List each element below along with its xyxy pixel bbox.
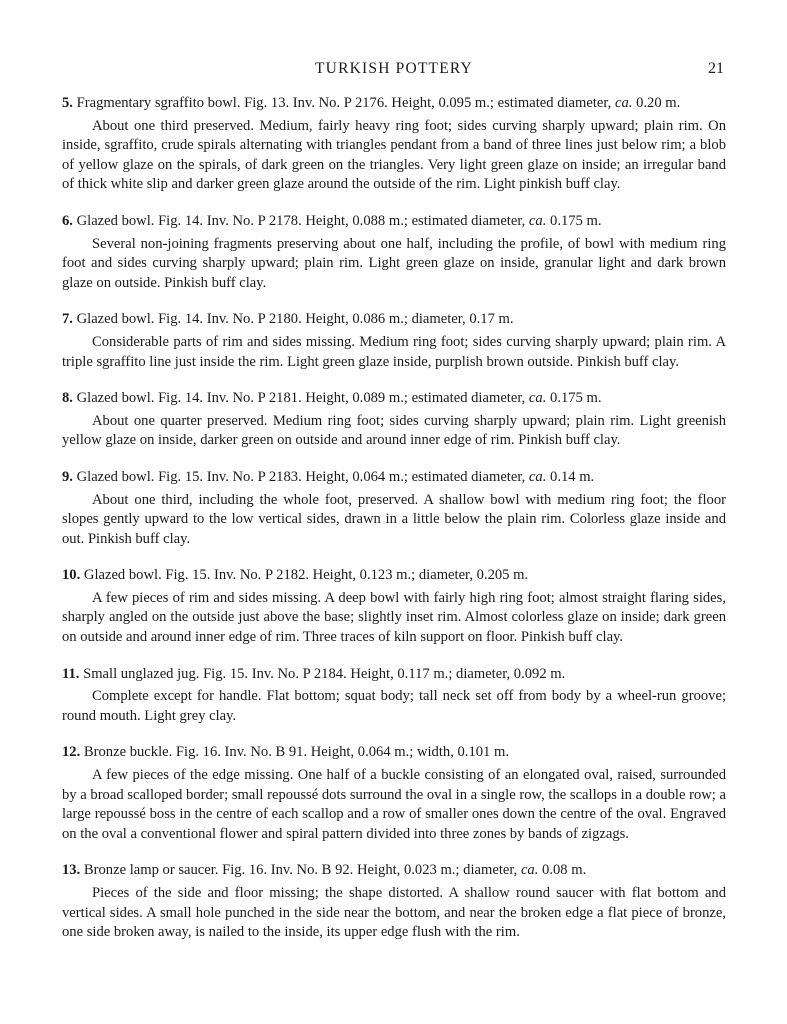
catalogue-entry-10	[62, 566, 726, 647]
entry-heading-ca: ca.	[528, 468, 547, 485]
entry-description: Considerable parts of rim and sides missing. Medium ring foot; sides curving sharply upward; plain rim. A triple sgraffito line just inside the rim. Light green glaze inside, purplish brown outside. Pinkish buff clay.	[62, 333, 726, 370]
entry-heading-text: Glazed bowl. Fig. 14. Inv. No. P 2180. Height, 0.086 m.; diameter, 0.17 m.	[76, 311, 514, 328]
catalogue-entry-12	[62, 743, 726, 844]
catalogue-entry-11	[62, 665, 726, 727]
entry-heading-end: 0.14 m.	[550, 468, 595, 485]
entry-heading	[62, 389, 726, 409]
page-number: 21	[708, 60, 724, 77]
catalogue-entry-5	[62, 94, 726, 195]
entry-number: 13.	[62, 862, 81, 879]
entry-description: Pieces of the side and floor missing; the shape distorted. A shallow round saucer with flat bottom and vertical sides. A small hole punched in the side near the bottom, and near the broken edge a flat piece of bronze, one side broken away, is nailed to the inside, its upper edge flush with the rim.	[62, 885, 726, 941]
entry-description: A few pieces of the edge missing. One half of a buckle consisting of an elongated oval, raised, surrounded by a broad scalloped border; small repoussé dots surround the oval in a single row, the scallops in a double row; a large repoussé boss in the centre of each scallop and a row of smaller ones down the centre of the oval. Engraved on the oval a conventional flower and spiral pattern divided into three zones by bands of zigzags.	[62, 767, 726, 842]
catalogue-entry-13	[62, 861, 726, 942]
catalogue-entry-6	[62, 212, 726, 293]
entry-number: 11.	[62, 665, 80, 682]
entry-heading-end: 0.175 m.	[550, 390, 602, 407]
entry-heading-text: Glazed bowl. Fig. 15. Inv. No. P 2182. Height, 0.123 m.; diameter, 0.205 m.	[83, 567, 529, 584]
entry-heading-ca: ca.	[614, 95, 633, 111]
entry-heading-end: 0.20 m.	[636, 95, 681, 111]
catalogue-list	[62, 94, 726, 960]
entry-heading-text: Bronze lamp or saucer. Fig. 16. Inv. No. B 92. Height, 0.023 m.; diameter,	[83, 862, 518, 879]
entry-heading-text: Glazed bowl. Fig. 14. Inv. No. P 2181. Height, 0.089 m.; estimated diameter,	[76, 390, 526, 407]
entry-heading-ca: ca.	[528, 390, 547, 407]
entry-heading-text: Bronze buckle. Fig. 16. Inv. No. B 91. Height, 0.064 m.; width, 0.101 m.	[83, 744, 509, 761]
entry-description: A few pieces of rim and sides missing. A deep bowl with fairly high ring foot; almost straight flaring sides, sharply angled on the outside just above the base; slightly inset rim. Almost colorless glaze on inside; dark green on outside and around inner edge of rim. Three traces of kiln support on floor. Pinkish buff clay.	[62, 589, 726, 646]
entry-heading-text: Glazed bowl. Fig. 15. Inv. No. P 2183. Height, 0.064 m.; estimated diameter,	[76, 468, 526, 485]
entry-number: 10.	[62, 567, 81, 584]
entry-number: 12.	[62, 744, 81, 761]
catalogue-entry-7	[62, 310, 726, 372]
entry-heading-end: 0.175 m.	[550, 212, 602, 229]
entry-heading-text: Glazed bowl. Fig. 14. Inv. No. P 2178. Height, 0.088 m.; estimated diameter,	[76, 212, 526, 229]
entry-heading	[62, 566, 726, 586]
entry-heading-ca: ca.	[520, 862, 539, 879]
entry-heading	[62, 310, 726, 330]
catalogue-entry-9	[62, 468, 726, 549]
entry-number: 7.	[62, 311, 73, 328]
entry-heading	[62, 212, 726, 232]
entry-description: Complete except for handle. Flat bottom; squat body; tall neck set off from body by a wheel-run groove; round mouth. Light grey clay.	[62, 688, 726, 724]
entry-number: 6.	[62, 212, 73, 229]
entry-heading-text: Small unglazed jug. Fig. 15. Inv. No. P 2184. Height, 0.117 m.; diameter, 0.092 m.	[83, 665, 566, 682]
entry-heading	[62, 468, 726, 488]
entry-heading-end: 0.08 m.	[542, 862, 587, 879]
running-head	[62, 60, 726, 84]
entry-heading	[62, 861, 726, 881]
entry-heading	[62, 665, 726, 685]
entry-number: 9.	[62, 468, 73, 485]
entry-heading	[62, 743, 726, 763]
entry-description: About one third, including the whole foot, preserved. A shallow bowl with medium ring foot; the floor slopes gently upward to the low vertical sides, drawn in a little below the plain rim. Colorless glaze inside and out. Pinkish buff clay.	[62, 491, 726, 547]
entry-heading-ca: ca.	[528, 212, 547, 229]
catalogue-entry-8	[62, 389, 726, 451]
running-title: TURKISH POTTERY	[315, 60, 473, 77]
entry-number: 8.	[62, 390, 73, 407]
entry-number: 5.	[62, 95, 73, 111]
entry-heading-text: Fragmentary sgraffito bowl. Fig. 13. Inv. No. P 2176. Height, 0.095 m.; estimated diameter,	[76, 95, 612, 111]
entry-heading	[62, 94, 726, 114]
entry-description: About one third preserved. Medium, fairly heavy ring foot; sides curving sharply upward; plain rim. On inside, sgraffito, crude spirals alternating with triangles pendant from a band of three lines just below rim; a blob of yellow glaze on the spirals, of dark green on the triangles. Very light green glaze on inside; an irregular band of thick white slip and darker green glaze around the outside of the rim. Light pinkish buff clay.	[62, 117, 726, 193]
entry-description: About one quarter preserved. Medium ring foot; sides curving sharply upward; plain rim. Light greenish yellow glaze on inside, darker green on outside and around inner edge of rim. Pinkish buff clay.	[62, 412, 726, 449]
entry-description: Several non-joining fragments preserving about one half, including the profile, of bowl with medium ring foot and sides curving sharply upward; plain rim. Light green glaze on inside, granular light and dark brown glaze on outside. Pinkish buff clay.	[62, 235, 726, 291]
